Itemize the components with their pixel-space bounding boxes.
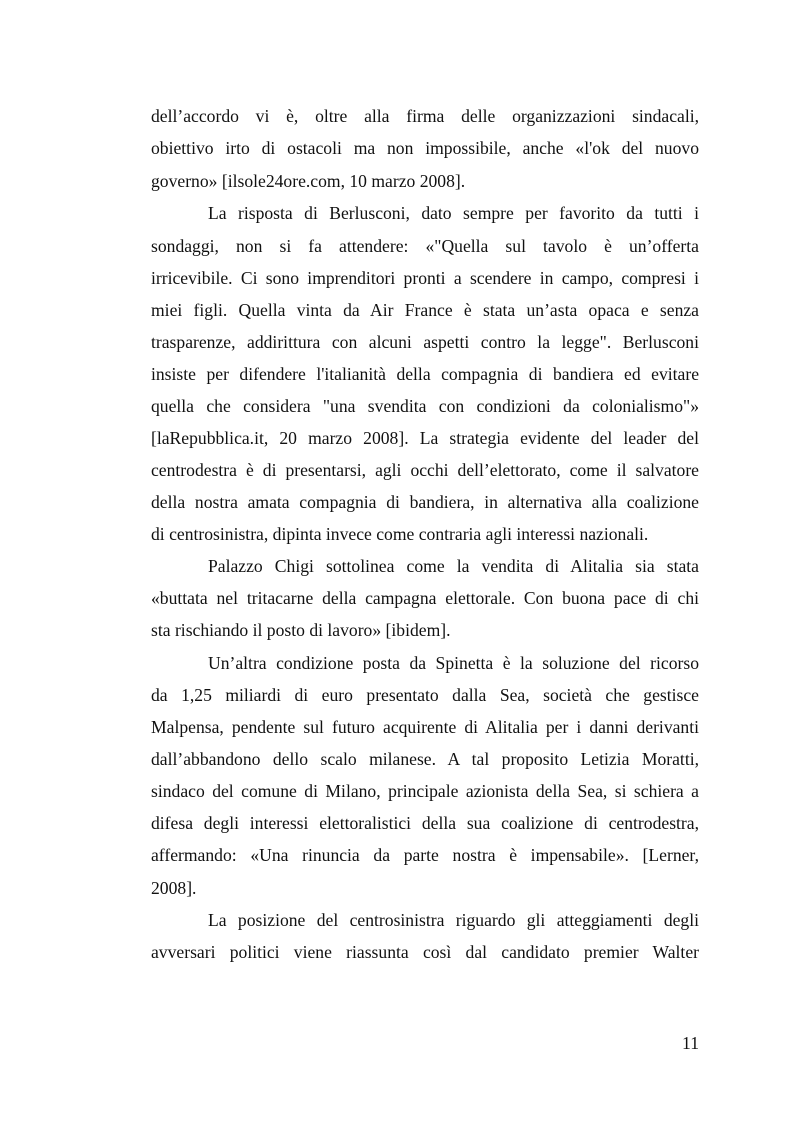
page-number: 11 bbox=[682, 1033, 699, 1053]
text-line: 2008]. bbox=[151, 878, 197, 898]
text-line: «buttata nel tritacarne della campagna elettorale. Con buona pace di chi bbox=[151, 588, 699, 608]
text-line: centrodestra è di presentarsi, agli occhi dell’elettorato, come il salvatore bbox=[151, 460, 699, 480]
text-line: quella che considera "una svendita con condizioni da colonialismo"» bbox=[151, 396, 699, 416]
text-line: miei figli. Quella vinta da Air France è stata un’asta opaca e senza bbox=[151, 300, 699, 320]
text-line: Un’altra condizione posta da Spinetta è la soluzione del ricorso bbox=[208, 653, 699, 673]
text-line: Palazzo Chigi sottolinea come la vendita di Alitalia sia stata bbox=[208, 556, 699, 576]
text-line: di centrosinistra, dipinta invece come contraria agli interessi nazionali. bbox=[151, 524, 649, 544]
text-line: sindaco del comune di Milano, principale azionista della Sea, si schiera a bbox=[151, 781, 699, 801]
text-line: irricevibile. Ci sono imprenditori pronti a scendere in campo, compresi i bbox=[151, 268, 699, 288]
text-line: da 1,25 miliardi di euro presentato dalla Sea, società che gestisce bbox=[151, 685, 699, 705]
text-line: difesa degli interessi elettoralistici della sua coalizione di centrodestra, bbox=[151, 813, 699, 833]
text-line: La risposta di Berlusconi, dato sempre per favorito da tutti i bbox=[208, 203, 699, 223]
text-line: avversari politici viene riassunta così dal candidato premier Walter bbox=[151, 942, 699, 962]
text-line: della nostra amata compagnia di bandiera, in alternativa alla coalizione bbox=[151, 492, 699, 512]
text-line: obiettivo irto di ostacoli ma non impossibile, anche «l'ok del nuovo bbox=[151, 138, 699, 158]
text-line: La posizione del centrosinistra riguardo gli atteggiamenti degli bbox=[208, 910, 699, 930]
text-line: sta rischiando il posto di lavoro» [ibidem]. bbox=[151, 620, 451, 640]
text-line: governo» [ilsole24ore.com, 10 marzo 2008]. bbox=[151, 171, 466, 191]
text-line: insiste per difendere l'italianità della compagnia di bandiera ed evitare bbox=[151, 364, 699, 384]
text-line: trasparenze, addirittura con alcuni aspetti contro la legge". Berlusconi bbox=[151, 332, 699, 352]
text-line: [laRepubblica.it, 20 marzo 2008]. La strategia evidente del leader del bbox=[151, 428, 699, 448]
text-line: Malpensa, pendente sul futuro acquirente di Alitalia per i danni derivanti bbox=[151, 717, 699, 737]
text-line: sondaggi, non si fa attendere: «"Quella sul tavolo è un’offerta bbox=[151, 236, 699, 256]
text-line: affermando: «Una rinuncia da parte nostra è impensabile». [Lerner, bbox=[151, 845, 699, 865]
text-line: dall’abbandono dello scalo milanese. A tal proposito Letizia Moratti, bbox=[151, 749, 699, 769]
text-line: dell’accordo vi è, oltre alla firma delle organizzazioni sindacali, bbox=[151, 106, 699, 126]
